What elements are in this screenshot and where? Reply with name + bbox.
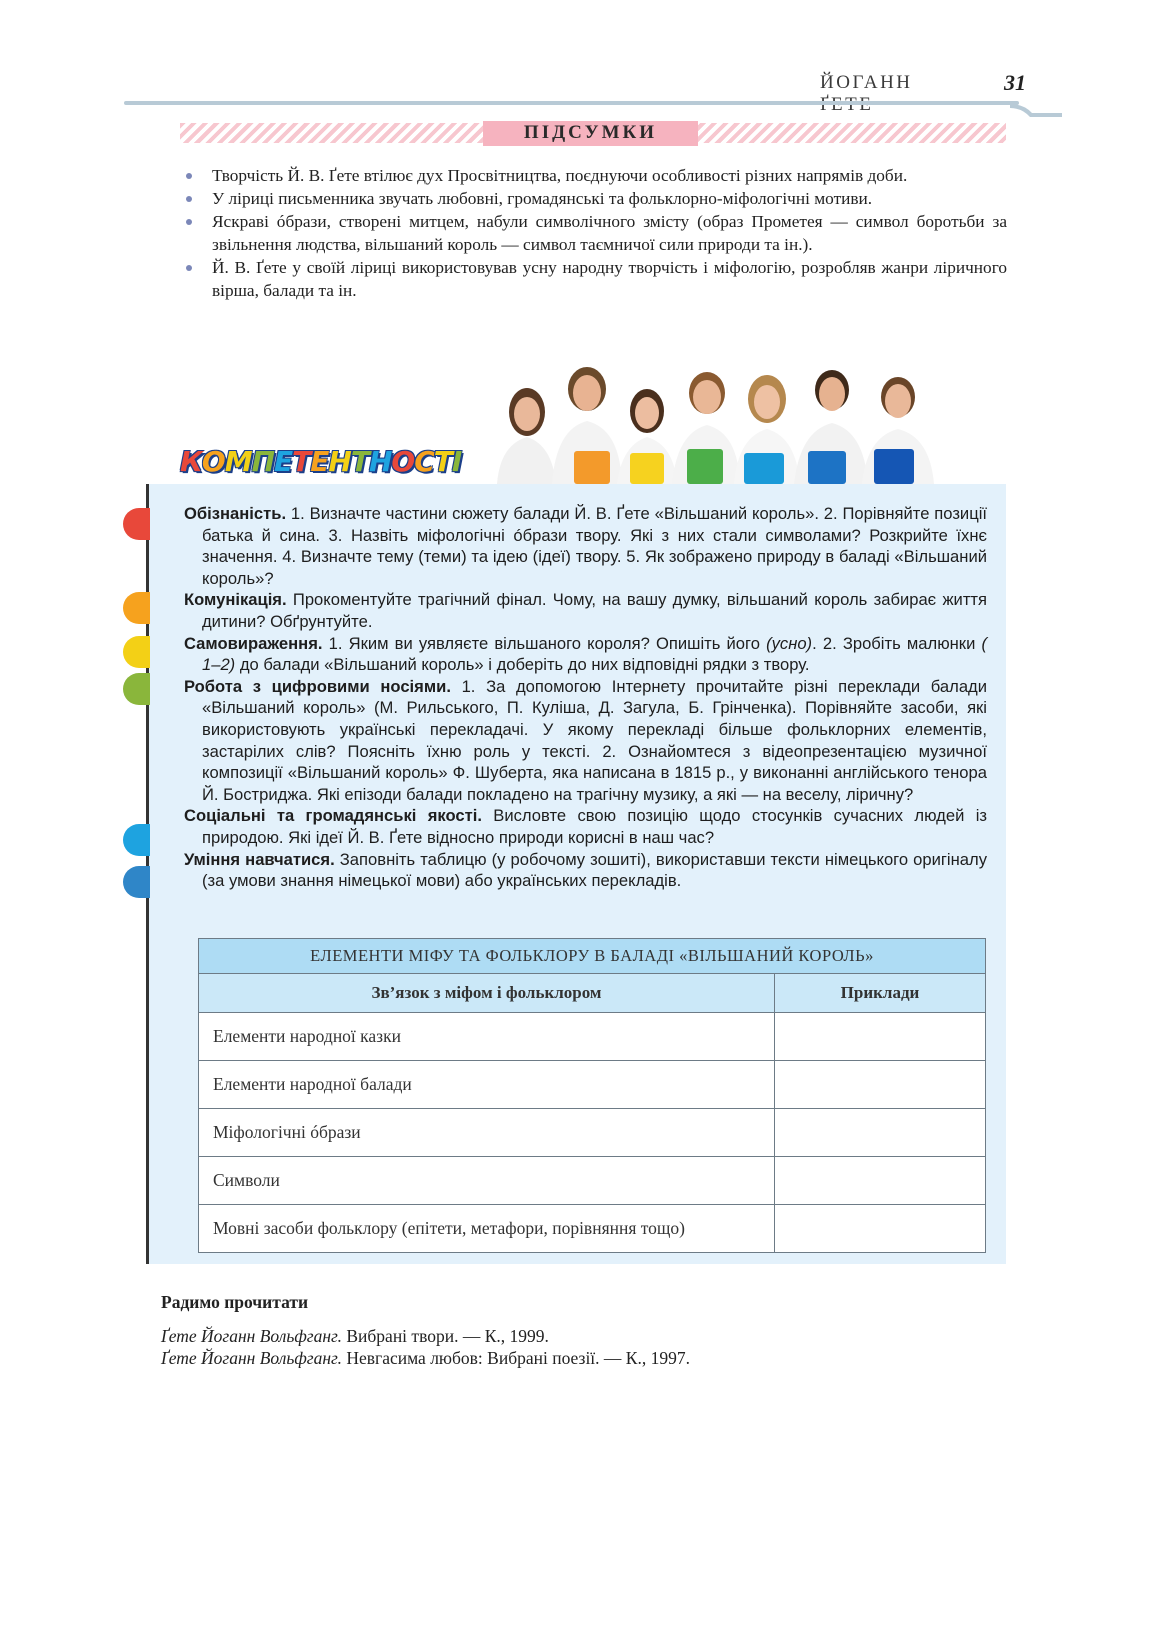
reading-author: Ґете Йоганн Вольфганг. — [161, 1326, 342, 1346]
table-caption: ЕЛЕМЕНТИ МІФУ ТА ФОЛЬКЛОРУ В БАЛАДІ «ВІЛЬШАНИЙ КОРОЛЬ» — [199, 939, 986, 974]
summary-list — [183, 164, 1007, 302]
competence-logo-letter: Н — [328, 445, 351, 478]
competence-logo-letter: С — [414, 445, 434, 478]
running-head — [820, 72, 1040, 102]
table-cell-empty — [775, 1157, 986, 1205]
competence-logo-letter: Е — [274, 445, 293, 478]
competence-dot-red — [123, 508, 150, 540]
competence-logo-letter: К — [180, 445, 202, 478]
competence-logo-letter: І — [451, 445, 462, 478]
summary-title: ПІДСУМКИ — [523, 122, 658, 143]
table-row — [199, 1109, 986, 1157]
competence-logo-letter: П — [251, 445, 275, 478]
task-digital-media — [184, 676, 987, 806]
running-title: ЙОГАНН — [820, 72, 913, 93]
task-self-expression — [184, 633, 987, 676]
task-text: 1. Яким ви уявляєте вільшаного короля? Опишіть його — [322, 633, 767, 653]
header-rule — [124, 101, 1019, 105]
task-label: Соціальні та громадянські якості. — [184, 806, 482, 826]
header-curve — [1010, 103, 1062, 117]
table-cell: Мовні засоби фольклору (епітети, метафори, порівняння тощо) — [199, 1205, 775, 1253]
task-text-italic: ( 1–2) — [202, 633, 988, 675]
task-label: Комунікація. — [184, 590, 287, 610]
table-cell-empty — [775, 1013, 986, 1061]
competence-logo-letter: О — [201, 445, 225, 478]
task-text: Прокоментуйте трагічний фінал. Чому, на вашу думку, вільшаний король забирає життя дитини? Обґрунтуйте. — [202, 590, 987, 631]
task-social-civic — [184, 805, 987, 848]
task-text-italic: (усно) — [766, 633, 813, 653]
page-number: 31 — [1004, 70, 1026, 95]
competence-dot-blue — [123, 824, 150, 856]
competence-logo-letter: Н — [368, 445, 392, 478]
competence-dot-darkblue — [123, 866, 150, 898]
summary-item: Й. В. Ґете у своїй ліриці використовував усну народну творчість і міфологію, розробляв жанри ліричного вірша, балади та ін. — [183, 256, 1007, 302]
summary-item: У ліриці письменника звучать любовні, громадянські та фольклорно-міфологічні мотиви. — [183, 187, 1007, 210]
competence-dot-orange — [123, 592, 150, 624]
table-header-cell: Приклади — [775, 974, 986, 1013]
reading-rest: Вибрані твори. — К., 1999. — [341, 1326, 549, 1346]
table-row — [199, 1205, 986, 1253]
task-awareness — [184, 503, 987, 589]
task-text: до балади «Вільшаний король» і доберіть до них відповідні рядки з твору. — [235, 655, 810, 675]
competence-logo-letter: Т — [433, 445, 452, 478]
students-photo — [482, 357, 966, 484]
task-text: 1. За допомогою Інтернету прочитайте різні переклади балади «Вільшаний король» (М. Рильського, П. Куліша, Д. Загула, Б. Грінченка). Порівняйте засоби, які використовують українські перекладачі. У якому перекладі більше фольклорних елементів, застарілих слів? Поясніть їхню роль у тексті. 2. Ознайомтеся з відеопрезентацією музичної композиції «Вільшаний король» Ф. Шуберта, яка написана в 1815 р., у виконанні англійського тенора Й. Бостриджа. Які епізоди балади покладено на трагічну музику, а які — на веселу, ліричну? — [202, 676, 988, 804]
task-label: Робота з цифровими носіями. — [184, 676, 451, 696]
reading-title: Радимо прочитати — [161, 1292, 309, 1312]
summary-item: Творчість Й. В. Ґете втілює дух Просвітництва, поєднуючи особливості різних напрямів доби. — [183, 164, 1007, 187]
table-row — [199, 1013, 986, 1061]
task-communication — [184, 589, 987, 632]
table-cell: Символи — [199, 1157, 775, 1205]
table-row — [199, 1157, 986, 1205]
task-text: 1. Визначте частини сюжету балади Й. В. Ґете «Вільшаний король». 2. Порівняйте позиції батька й сина. 3. Назвіть міфологічні óбрази твору. Які з них стали символами? Розкрийте їхнє значення. 4. Визначте тему (теми) та ідею (ідеї) твору. 5. Як зображено природу в баладі «Вільшаний король»? — [202, 504, 987, 588]
competence-logo-text — [180, 445, 461, 478]
competence-dot-yellow — [123, 636, 150, 668]
task-label: Самовираження. — [184, 633, 323, 653]
task-text: Висловте свою позицію щодо стосунків сучасних людей із природою. Які ідеї Й. В. Ґете відносно природи корисні в наш час? — [202, 806, 987, 847]
competence-dot-green — [123, 673, 150, 705]
table-cell: Елементи народної балади — [199, 1061, 775, 1109]
competence-logo-letter: О — [391, 445, 415, 478]
table-row — [199, 1061, 986, 1109]
reading-list — [161, 1325, 690, 1369]
task-label: Обізнаність. — [184, 504, 287, 523]
summary-item: Яскраві óбрази, створені митцем, набули символічного змісту (образ Прометея — символ боротьби за звільнення людства, вільшаний король — символ таємничої сили природи та ін.). — [183, 210, 1007, 256]
task-text: . 2. Зробіть малюнки — [812, 633, 982, 653]
competence-logo-letter: Е — [310, 445, 329, 478]
competence-tasks — [184, 503, 987, 892]
reading-item — [161, 1325, 690, 1347]
table-cell: Елементи народної казки — [199, 1013, 775, 1061]
reading-item — [161, 1347, 690, 1369]
competence-logo — [180, 445, 461, 478]
task-text: Заповніть таблицю (у робочому зошиті), використавши тексти німецького оригіналу (за умови знання німецької мови) або українських перекладів. — [202, 849, 987, 891]
table-cell-empty — [775, 1061, 986, 1109]
competence-logo-letter: Т — [350, 445, 369, 478]
table-cell-empty — [775, 1109, 986, 1157]
table-cell: Міфологічні óбрази — [199, 1109, 775, 1157]
reading-rest: Невгасима любов: Вибрані поезії. — К., 1997. — [341, 1348, 690, 1368]
competence-logo-letter: Т — [292, 445, 311, 478]
reading-author: Ґете Йоганн Вольфганг. — [161, 1348, 342, 1368]
competence-logo-letter: М — [224, 445, 252, 478]
table-cell-empty — [775, 1205, 986, 1253]
task-learning — [184, 849, 987, 892]
task-label: Уміння навчатися. — [184, 849, 335, 869]
folklore-table — [198, 938, 986, 1253]
table-header-cell: Зв’язок з міфом і фольклором — [199, 974, 775, 1013]
